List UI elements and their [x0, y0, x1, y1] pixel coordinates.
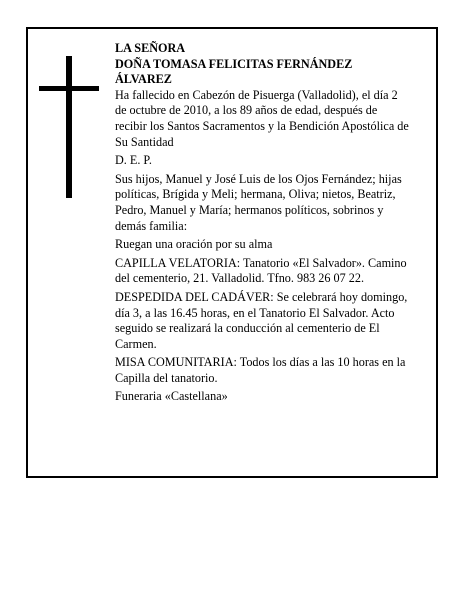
prayer-request: Ruegan una oración por su alma — [115, 237, 273, 252]
family-list: Sus hijos, Manuel y José Luis de los Ojos Fernández; hijas políticas, Brígida y Meli; hermana, Oliva; nietos, Beatriz, Pedro, Manuel y María; hermanos políticos, sobrinos y demás familia: — [115, 171, 402, 233]
funeral-home: Funeraria «Castellana» — [115, 389, 228, 404]
cross-icon — [39, 56, 99, 198]
obituary-notice — [26, 27, 438, 478]
cross-horizontal-bar — [39, 86, 99, 91]
farewell-info: DESPEDIDA DEL CADÁVER: Se celebrará hoy domingo, día 3, a las 16.45 horas, en el Tanatorio El Salvador. Acto seguido se realizará la conducción al cementerio de El Carmen. — [115, 289, 408, 351]
notice-text — [115, 41, 411, 405]
dep-text: D. E. P. — [115, 153, 152, 168]
cross-vertical-bar — [66, 56, 72, 198]
chapel-info: CAPILLA VELATORIA: Tanatorio «El Salvador». Camino del cementerio, 21. Valladolid. Tfno. 983 26 07 22. — [115, 255, 407, 286]
death-announcement: Ha fallecido en Cabezón de Pisuerga (Valladolid), el día 2 de octubre de 2010, a los 89 años de edad, después de recibir los Santos Sacramentos y la Bendición Apostólica de Su Santidad — [115, 87, 409, 149]
deceased-name-line-1: DOÑA TOMASA FELICITAS FERNÁNDEZ — [115, 56, 353, 71]
deceased-name-line-2: ÁLVAREZ — [115, 72, 172, 87]
mass-info: MISA COMUNITARIA: Todos los días a las 10 horas en la Capilla del tanatorio. — [115, 355, 406, 385]
notice-title: LA SEÑORA — [115, 41, 186, 55]
